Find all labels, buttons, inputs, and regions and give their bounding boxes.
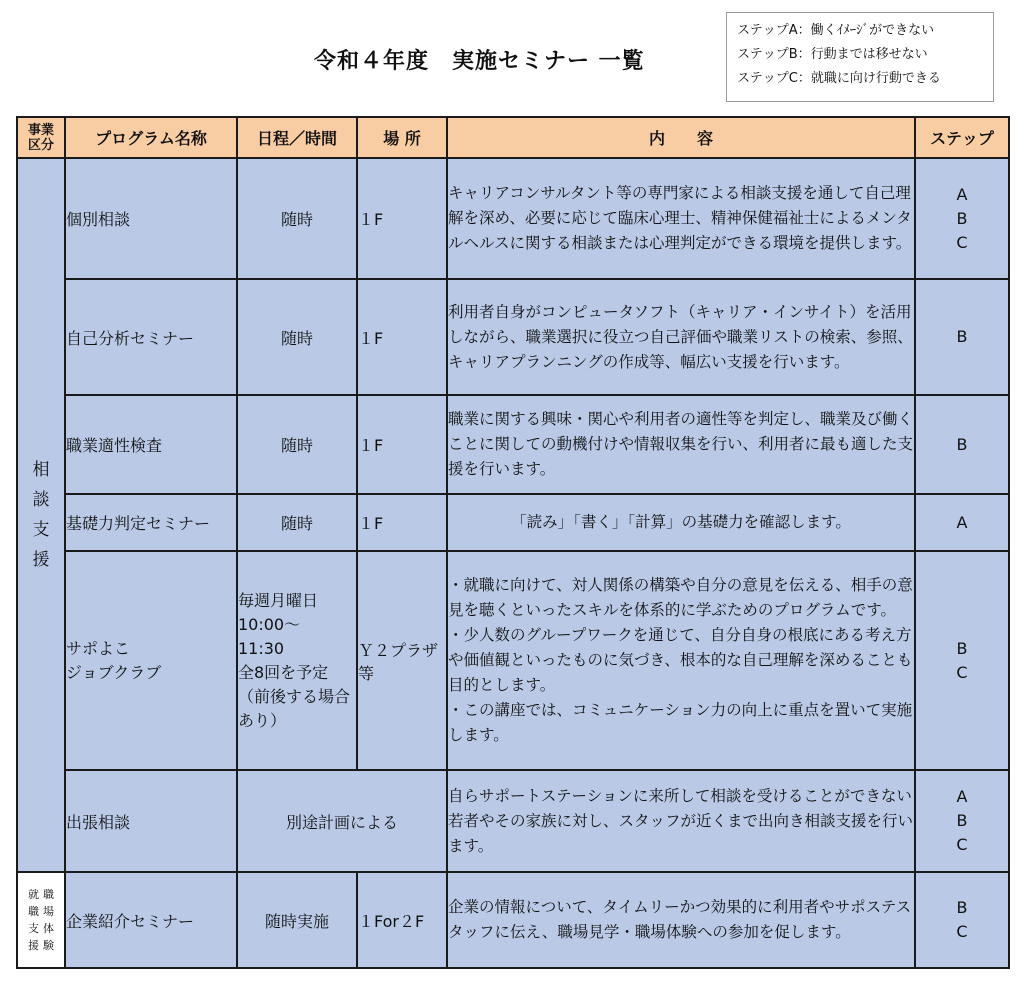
step-cell: B (915, 395, 1009, 494)
place-cell: １F (357, 494, 447, 551)
content-cell: 職業に関する興味・関心や利用者の適性等を判定し、職業及び働くことに関しての動機付けや情報収集を行い、利用者に最も適した支援を行います。 (447, 395, 915, 494)
table-row (17, 395, 1009, 494)
step-cell: A B C (915, 158, 1009, 279)
header-content: 内 容 (447, 117, 915, 158)
header-category: 事業区分 (17, 117, 65, 158)
schedule-cell: 毎週月曜日 10:00～ 11:30 全8回を予定 （前後する場合あり） (237, 551, 357, 770)
step-cell: B C (915, 872, 1009, 968)
content-cell: 利用者自身がコンピュータソフト（キャリア・インサイト）を活用しながら、職業選択に役立つ自己評価や職業リストの検索、参照、キャリアプランニングの作成等、幅広い支援を行います。 (447, 279, 915, 395)
step-cell: A (915, 494, 1009, 551)
program-name: サポよこ ジョブクラブ (65, 551, 237, 770)
header-program: プログラム名称 (65, 117, 237, 158)
table-row (17, 158, 1009, 279)
content-cell: ・就職に向けて、対人関係の構築や自分の意見を伝える、相手の意見を聴くといったスキルを体系的に学ぶためのプログラムです。 ・少人数のグループワークを通じて、自分自身の根底にある考え方や価値観といったものに気づき、根本的な自己理解を深めることも目的とします。 ・この講座では、コミュニケーション力の向上に重点を置いて実施します。 (447, 551, 915, 770)
category-label-shushoku: 就職支援 (28, 888, 39, 952)
table-row (17, 872, 1009, 968)
category-soudan-shien: 相談支援 (17, 158, 65, 872)
header-row (17, 117, 1009, 158)
place-cell: １For２F (357, 872, 447, 968)
header-step: ステップ (915, 117, 1009, 158)
header-place: 場 所 (357, 117, 447, 158)
legend-step-c: ステップC：就職に向け行動できる (737, 71, 941, 86)
step-cell: B (915, 279, 1009, 395)
place-cell: １F (357, 279, 447, 395)
legend-step-b: ステップB：行動までは移せない (737, 47, 928, 62)
table-row (17, 770, 1009, 872)
content-cell: 自らサポートステーションに来所して相談を受けることができない若者やその家族に対し、スタッフが近くまで出向き相談支援を行います。 (447, 770, 915, 872)
program-name: 出張相談 (65, 770, 237, 872)
schedule-cell: 随時実施 (237, 872, 357, 968)
category-label-syokuba: 職場体験 (43, 888, 54, 952)
program-name: 自己分析セミナー (65, 279, 237, 395)
place-cell: １F (357, 158, 447, 279)
schedule-cell: 随時 (237, 158, 357, 279)
program-name: 個別相談 (65, 158, 237, 279)
program-name: 基礎力判定セミナー (65, 494, 237, 551)
schedule-cell: 随時 (237, 395, 357, 494)
place-cell: １F (357, 395, 447, 494)
content-cell: 「読み」「書く」「計算」の基礎力を確認します。 (447, 494, 915, 551)
content-cell: 企業の情報について、タイムリーかつ効果的に利用者やサポステスタッフに伝え、職場見学・職場体験への参加を促します。 (447, 872, 915, 968)
seminar-table (16, 116, 1010, 969)
step-cell: A B C (915, 770, 1009, 872)
schedule-cell: 随時 (237, 279, 357, 395)
schedule-cell: 随時 (237, 494, 357, 551)
program-name: 企業紹介セミナー (65, 872, 237, 968)
page-title: 令和４年度 実施セミナー 一覧 (314, 49, 645, 74)
schedule-cell: 別途計画による (237, 770, 447, 872)
step-cell: B C (915, 551, 1009, 770)
header-schedule: 日程／時間 (237, 117, 357, 158)
table-row (17, 494, 1009, 551)
step-legend (726, 12, 994, 102)
table-row (17, 551, 1009, 770)
legend-step-a: ステップA：働くｲﾒｰｼﾞができない (737, 23, 935, 38)
content-cell: キャリアコンサルタント等の専門家による相談支援を通して自己理解を深め、必要に応じて臨床心理士、精神保健福祉士によるメンタルヘルスに関する相談または心理判定ができる環境を提供します。 (447, 158, 915, 279)
table-row (17, 279, 1009, 395)
program-name: 職業適性検査 (65, 395, 237, 494)
place-cell: Ｙ２プラザ等 (357, 551, 447, 770)
category-syokuba-taiken (17, 872, 65, 968)
